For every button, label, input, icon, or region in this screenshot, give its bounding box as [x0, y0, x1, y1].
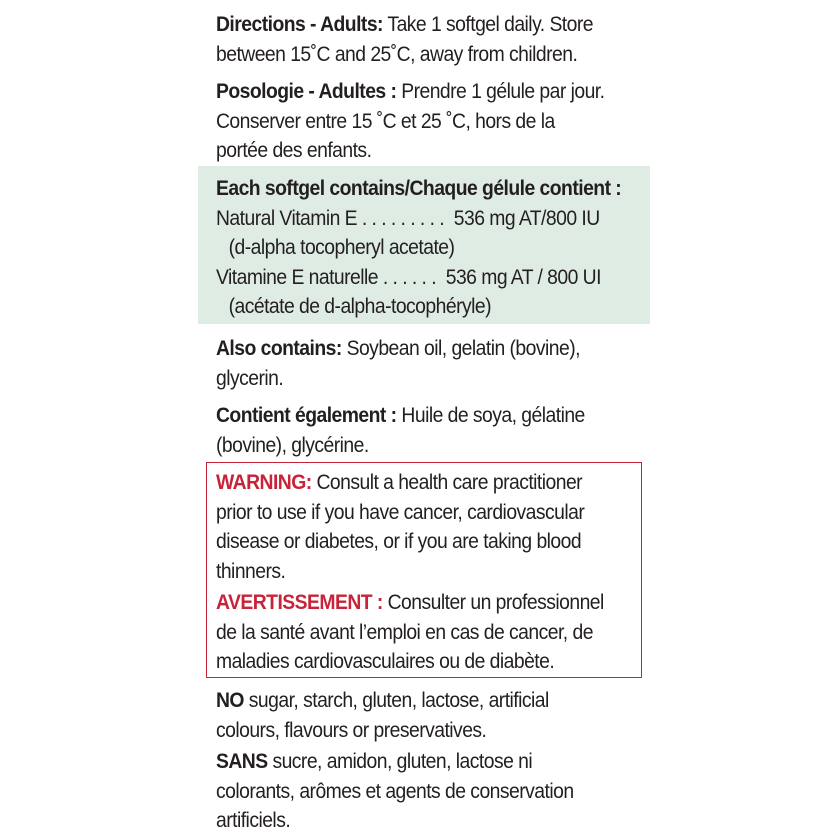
ingredient-en-amount: 536 mg AT/800 IU [453, 205, 600, 230]
warning-en: WARNING: Consult a health care practitioner prior to use if you have cancer, cardiovascular disease or diabetes, or if you are taking blood thinners. [216, 470, 585, 583]
warning-fr-label: AVERTISSEMENT : [216, 590, 383, 614]
free-from-section [216, 686, 612, 836]
ingredient-en-name: Natural Vitamin E . . . . . . . . . [216, 205, 445, 230]
ingredients-heading: Each softgel contains/Chaque gélule contient : [216, 176, 622, 200]
ingredient-fr-source: (acétate de d-alpha-tocophéryle) [228, 294, 491, 318]
warning-section [216, 468, 612, 677]
directions-en-label: Directions - Adults: [216, 12, 383, 36]
ingredient-en-source: (d-alpha tocopheryl acetate) [228, 235, 455, 259]
free-from-en: NO sugar, starch, gluten, lactose, artificial colours, flavours or preservatives. [216, 688, 549, 742]
warning-fr: AVERTISSEMENT : Consulter un professionnel de la santé avant l’emploi en cas de cancer, de maladies cardiovasculaires ou de diabète. [216, 590, 604, 673]
free-from-fr: SANS sucre, amidon, gluten, lactose ni colorants, arômes et agents de conservation artificiels. [216, 749, 574, 832]
ingredient-fr [216, 263, 612, 322]
other-ingredients-en: Also contains: Soybean oil, gelatin (bovine), glycerin. [216, 336, 580, 390]
ingredient-fr-amount: 536 mg AT / 800 UI [445, 264, 601, 289]
directions-en: Directions - Adults: Take 1 softgel daily. Store between 15˚C and 25˚C, away from children. [216, 12, 594, 66]
other-ingredients-section [216, 334, 612, 460]
ingredients-section [216, 174, 622, 322]
ingredient-en [216, 204, 612, 263]
directions-fr: Posologie - Adultes : Prendre 1 gélule par jour. Conserver entre 15 ˚C et 25 ˚C, hors de la portée des enfants. [216, 79, 605, 162]
other-ingredients-fr: Contient également : Huile de soya, gélatine (bovine), glycérine. [216, 403, 585, 457]
directions-fr-label: Posologie - Adultes : [216, 79, 397, 103]
ingredient-fr-name: Vitamine E naturelle . . . . . . [216, 264, 437, 289]
directions-section [216, 10, 612, 166]
warning-en-label: WARNING: [216, 470, 312, 494]
